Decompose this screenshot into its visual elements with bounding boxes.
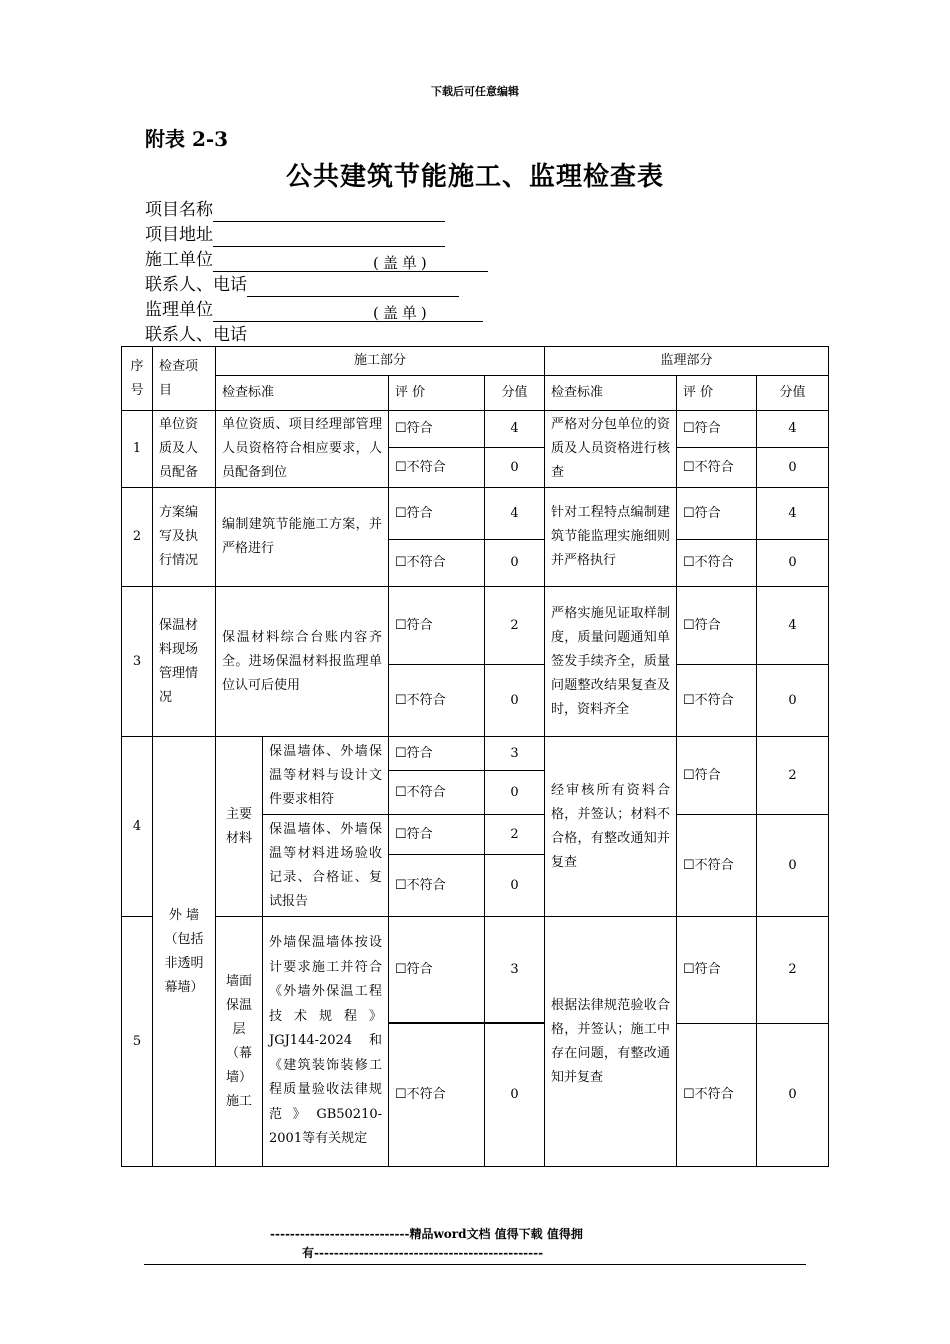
comply-checkbox[interactable]: ☐符合 [389, 587, 485, 665]
supervision-unit-field[interactable] [145, 298, 483, 322]
outer-wall-item: 外 墙（包括非透明幕墙） [153, 737, 216, 1167]
sup-score: 2 [757, 917, 829, 1024]
row-standard: 编制建筑节能施工方案，并严格进行 [216, 488, 389, 587]
score: 3 [485, 917, 545, 1023]
not-comply-checkbox[interactable]: ☐不符合 [389, 771, 485, 815]
header-sup-eval: 评 价 [677, 376, 757, 411]
header-eval: 评 价 [389, 376, 485, 411]
score: 2 [485, 587, 545, 665]
project-address-label: 项目地址 [145, 225, 213, 245]
contact-label: 联系人、电话 [145, 275, 247, 295]
supervision-unit-label: 监理单位 [145, 300, 213, 320]
sub-item: 主要材料 [216, 737, 263, 917]
footer-line-2: 有---------------------------------------------- [302, 1246, 544, 1260]
sup-comply-checkbox[interactable]: ☐符合 [677, 917, 757, 1024]
sup-standard: 经审核所有资料合格，并签认；材料不合格，有整改通知并复查 [545, 737, 677, 917]
comply-checkbox[interactable]: ☐符合 [389, 917, 485, 1023]
sup-not-comply-checkbox[interactable]: ☐不符合 [677, 1024, 757, 1167]
row-standard: 保温材料综合台账内容齐全。进场保温材料报监理单位认可后使用 [216, 587, 389, 737]
header-item: 检查项目 [153, 347, 216, 411]
sup-standard: 根据法律规范验收合格，并签认；施工中存在问题，有整改通知并复查 [545, 917, 677, 1167]
sup-standard: 严格实施见证取样制度，质量问题通知单签发手续齐全，质量问题整改结果复查及时，资料齐全 [545, 587, 677, 737]
sup-score: 4 [757, 411, 829, 448]
not-comply-checkbox[interactable]: ☐不符合 [389, 855, 485, 917]
score: 0 [485, 855, 545, 917]
score: 4 [485, 488, 545, 540]
not-comply-checkbox[interactable]: ☐不符合 [389, 1024, 485, 1167]
not-comply-checkbox[interactable]: ☐不符合 [389, 448, 485, 488]
construction-contact-field[interactable] [145, 273, 459, 297]
comply-checkbox[interactable]: ☐符合 [389, 815, 485, 855]
construction-unit-label: 施工单位 [145, 250, 213, 270]
project-name-field[interactable] [145, 198, 445, 222]
sup-score: 4 [757, 488, 829, 540]
supervision-unit-blank[interactable] [213, 303, 483, 322]
sup-comply-checkbox[interactable]: ☐符合 [677, 737, 757, 815]
row-standard: 单位资质、项目经理部管理人员资格符合相应要求，人员配备到位 [216, 411, 389, 488]
header-supervision: 监理部分 [545, 347, 829, 376]
comply-checkbox[interactable]: ☐符合 [389, 411, 485, 448]
header-no: 序号 [122, 347, 153, 411]
sup-score: 0 [757, 1024, 829, 1167]
sup-standard: 针对工程特点编制建筑节能监理实施细则并严格执行 [545, 488, 677, 587]
row-item: 单位资质及人员配备 [153, 411, 216, 488]
sup-score: 0 [757, 815, 829, 917]
sup-comply-checkbox[interactable]: ☐符合 [677, 587, 757, 665]
sup-score: 0 [757, 448, 829, 488]
construction-unit-blank[interactable] [213, 253, 488, 272]
header-sup-standard: 检查标准 [545, 376, 677, 411]
header-construction: 施工部分 [216, 347, 545, 376]
project-name-label: 项目名称 [145, 200, 213, 220]
footer-line-1: ----------------------------精品word文档 值得下载 值得拥 [270, 1227, 583, 1241]
supervision-contact-blank[interactable] [247, 328, 669, 347]
sup-comply-checkbox[interactable]: ☐符合 [677, 411, 757, 448]
not-comply-checkbox[interactable]: ☐不符合 [389, 665, 485, 737]
sup-score: 0 [757, 665, 829, 737]
construction-unit-field[interactable] [145, 248, 488, 272]
sup-not-comply-checkbox[interactable]: ☐不符合 [677, 540, 757, 587]
score: 0 [485, 448, 545, 488]
stamp-note: (盖单) [373, 254, 431, 272]
row-no: 4 [122, 737, 153, 917]
sup-standard: 严格对分包单位的资质及人员资格进行核查 [545, 411, 677, 488]
score: 0 [485, 1024, 545, 1167]
page-title: 公共建筑节能施工、监理检查表 [285, 162, 664, 192]
header-note: 下载后可任意编辑 [431, 85, 519, 98]
sup-comply-checkbox[interactable]: ☐符合 [677, 488, 757, 540]
supervision-contact-field[interactable] [145, 323, 669, 347]
construction-contact-blank[interactable] [247, 278, 459, 297]
project-name-blank[interactable] [213, 203, 445, 222]
project-address-field[interactable] [145, 223, 445, 247]
appendix-label: 附表 2-3 [145, 127, 229, 151]
contact-label: 联系人、电话 [145, 325, 247, 345]
header-standard: 检查标准 [216, 376, 389, 411]
score: 0 [485, 771, 545, 815]
sup-not-comply-checkbox[interactable]: ☐不符合 [677, 815, 757, 917]
footer-rule [144, 1264, 806, 1265]
header-score: 分值 [485, 376, 545, 411]
row-standard: 外墙保温墙体按设计要求施工并符合《外墙外保温工程技术规程》JGJ144-2024和《建筑装饰装修工程质量验收法律规范》GB50210-2001等有关规定 [263, 917, 389, 1167]
score: 0 [485, 540, 545, 587]
sup-not-comply-checkbox[interactable]: ☐不符合 [677, 448, 757, 488]
comply-checkbox[interactable]: ☐符合 [389, 488, 485, 540]
sup-not-comply-checkbox[interactable]: ☐不符合 [677, 665, 757, 737]
stamp-note: (盖单) [373, 304, 431, 322]
project-address-blank[interactable] [213, 228, 445, 247]
sup-score: 0 [757, 540, 829, 587]
row-item: 保温材料现场管理情况 [153, 587, 216, 737]
sup-score: 2 [757, 737, 829, 815]
sup-score: 4 [757, 587, 829, 665]
row-no: 3 [122, 587, 153, 737]
inspection-table [121, 346, 829, 1167]
comply-checkbox[interactable]: ☐符合 [389, 737, 485, 771]
header-sup-score: 分值 [757, 376, 829, 411]
row-standard: 保温墙体、外墙保温等材料进场验收记录、合格证、复试报告 [263, 815, 389, 917]
row-standard: 保温墙体、外墙保温等材料与设计文件要求相符 [263, 737, 389, 815]
score: 4 [485, 411, 545, 448]
score: 0 [485, 665, 545, 737]
row-no: 2 [122, 488, 153, 587]
score: 3 [485, 737, 545, 771]
row-no: 1 [122, 411, 153, 488]
sub-item: 墙面保温层（幕墙）施工 [216, 917, 263, 1167]
row-item: 方案编写及执行情况 [153, 488, 216, 587]
score: 2 [485, 815, 545, 855]
not-comply-checkbox[interactable]: ☐不符合 [389, 540, 485, 587]
row-no: 5 [122, 917, 153, 1167]
